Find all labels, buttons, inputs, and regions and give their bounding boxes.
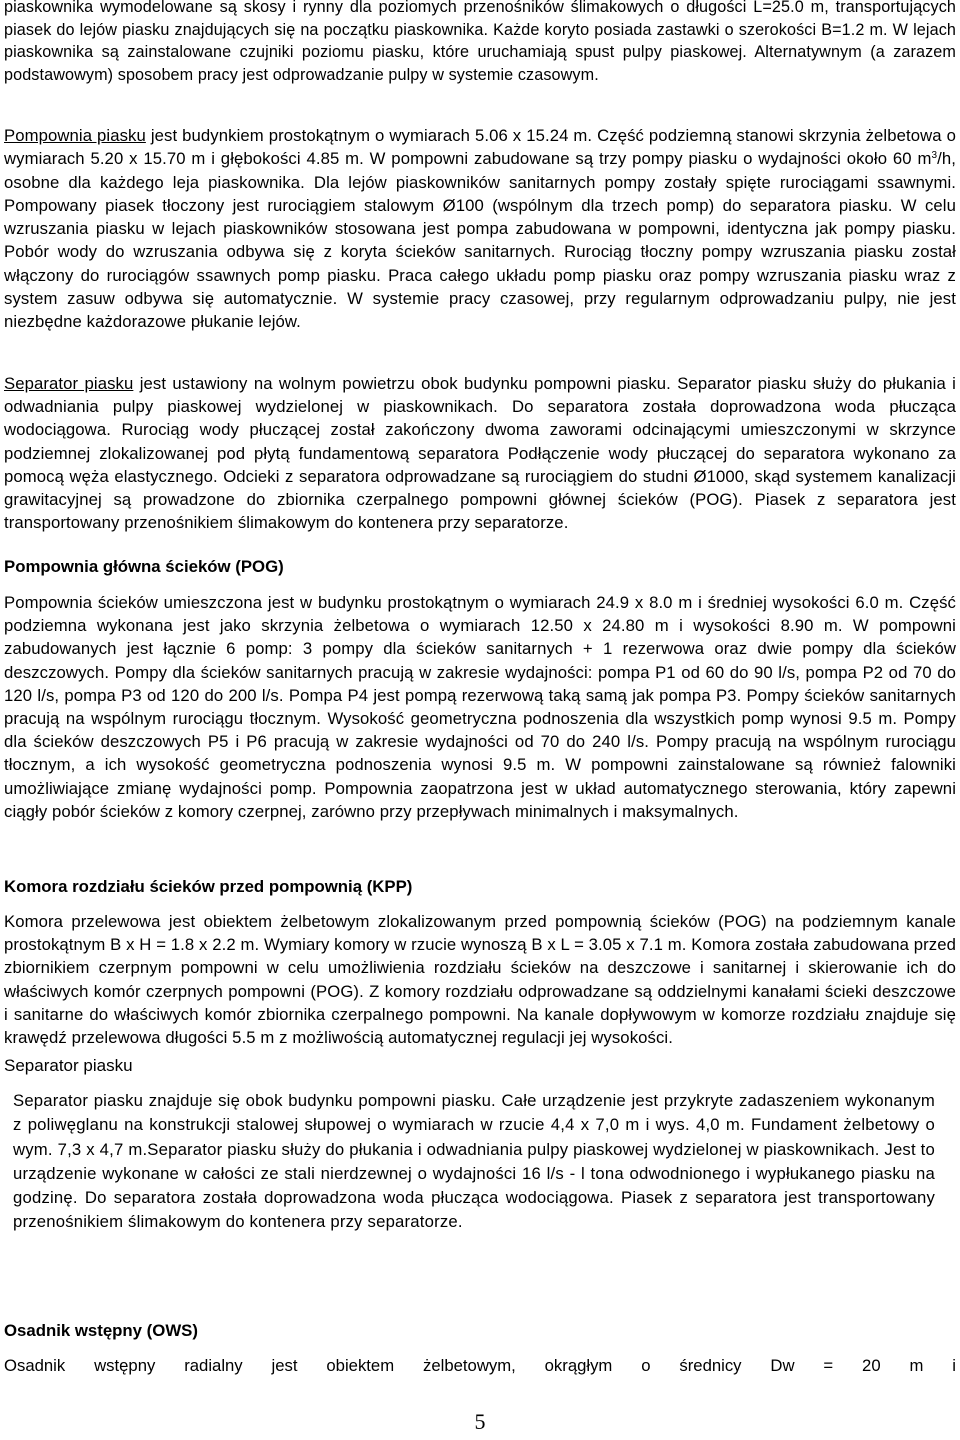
heading-pog: Pompownia główna ścieków (POG) bbox=[4, 557, 284, 576]
paragraph-separator-piasku bbox=[4, 372, 956, 534]
paragraph-piaskownik-intro: piaskownika wymodelowane są skosy i rynny dla poziomych przenośników ślimakowych o długości L=25.0 m, transportujących piasek do lejów piasku znajdujących się na początku piaskownika. Każde koryto posiada zastawki o szerokości B=1.2 m. W lejach piaskownika są zainstalowane czujniki poziomu piasku, które uruchamiają spust pulpy piaskowej. Alternatywnym (a zarazem podstawowym) sposobem pracy jest odprowadzanie pulpy w systemie czasowym. bbox=[4, 0, 956, 84]
heading-ows: Osadnik wstępny (OWS) bbox=[4, 1321, 198, 1340]
heading-kpp: Komora rozdziału ścieków przed pompownią (KPP) bbox=[4, 877, 413, 896]
paragraph-kpp: Komora przelewowa jest obiektem żelbetowym zlokalizowanym przed pompownią ścieków (POG) na podziemnym kanale prostokątnym B x H = 1.8 x 2.2 m. Wymiary komory w rzucie wynoszą B x L = 3.05 x 7.1 m. Komora została zabudowana przed zbiornikiem czerpnym pompowni w celu umożliwienia rozdziału ścieków na deszczowe i sanitarnej i skierowanie ich do właściwych komór czerpnych pompowni (POG). Z komory rozdziału odprowadzane są oddzielnymi kanałami ścieki deszczowe i sanitarne do właściwych komór zbiornika czerpalnego pompowni. Na kanale dopływowym w komorze rozdziału znajduje się krawędź przelewowa długości 5.5 m z możliwością automatycznej regulacji jej wysokości. bbox=[4, 912, 956, 1048]
paragraph-ows: Osadnik wstępny radialny jest obiektem żelbetowym, okrągłym o średnicy Dw = 20 m i bbox=[4, 1356, 956, 1375]
term-separator-piasku: Separator piasku bbox=[4, 374, 134, 393]
paragraph-pog: Pompownia ścieków umieszczona jest w budynku prostokątnym o wymiarach 24.9 x 8.0 m i średniej wysokości 6.0 m. Część podziemna wykonana jest jako skrzynia żelbetowa o wymiarach 12.50 x 24.80 m i wysokości 8.90 m. W pompowni zabudowanych jest łącznie 6 pomp: 3 pompy dla ścieków sanitarnych + 1 rezerwowa oraz dwie pompy dla ścieków deszczowych. Pompy dla ścieków sanitarnych pracują w zakresie wydajności: pompa P1 od 60 do 90 l/s, pompa P2 od 70 do 120 l/s, pompa P3 od 120 do 200 l/s. Pompa P4 jest pompą rezerwową taką samą jak pompa P3. Pompy ścieków sanitarnych pracują na wspólnym rurociągu tłocznym. Wysokość geometryczna podnoszenia dla wszystkich pomp wynosi 9.5 m. Pompy dla ścieków deszczowych P5 i P6 pracują w zakresie wydajności od 70 do 240 l/s. Pompy pracują na wspólnym rurociągu tłocznym, a ich wysokość geometryczna podnoszenia wynosi 9.5 m. W pompowni zainstalowane są również falowniki umożliwiające zmianę wydajności pomp. Pompownia zaopatrzona jest w układ automatycznego sterowania, który zapewni ciągły pobór ścieków z komory czerpnej, zarówno przy przepływach minimalnych i maksymalnych. bbox=[4, 593, 956, 821]
paragraph-pompownia-piasku bbox=[4, 124, 956, 334]
page-number: 5 bbox=[474, 1409, 486, 1434]
separator-text: jest ustawiony na wolnym powietrzu obok budynku pompowni piasku. Separator piasku służy do płukania i odwadniania pulpy piaskowej wydzielonej w piaskownikach. Do separatora została doprowadzona woda płucząca wodociągowa. Rurociąg wody płuczącej został zakończony dwoma zaworami odcinającymi umieszczonymi w skrzynce podziemnej zlokalizowanej pod płytą fundamentową separatora Podłączenie wody płuczącej do separatora wykonano za pomocą węża elastycznego. Odcieki z separatora odprowadzane są rurociągiem do studni Ø1000, skąd systemem kanalizacji grawitacyjnej są prowadzone do zbiornika czerpalnego pompowni głównej ścieków (POG). Piasek z separatora jest transportowany przenośnikiem ślimakowym do kontenera przy separatorze. bbox=[4, 374, 956, 533]
pompownia-text-a: jest budynkiem prostokątnym o wymiarach 5.06 x 15.24 m. Część podziemną stanowi skrzynia żelbetowa o wymiarach 5.20 x 15.70 m i głębokości 4.85 m. W pompowni zabudowane są trzy pompy piasku o wydajności około 60 m bbox=[4, 126, 956, 169]
heading-separator-piasku: Separator piasku bbox=[4, 1056, 133, 1075]
superscript-cubic: 3 bbox=[931, 150, 938, 162]
term-pompownia-piasku: Pompownia piasku bbox=[4, 126, 146, 145]
paragraph-separator-description: Separator piasku znajduje się obok budynku pompowni piasku. Całe urządzenie jest przykryte zadaszeniem wykonanym z poliwęglanu na konstrukcji stalowej słupowej o wymiarach w rzucie 4,4 x 7,0 m i wys. 4,0 m. Fundament żelbetowy o wym. 7,3 x 4,7 m.Separator piasku służy do płukania i odwadniania pulpy piaskowej wydzielonej w piaskownikach. Jest to urządzenie wykonane w całości ze stali nierdzewnej o wydajności 16 l/s - l tona odwodnionego i wypłukanego piasku na godzinę. Do separatora została doprowadzona woda płucząca wodociągowa. Piasek z separatora jest transportowany przenośnikiem ślimakowym do kontenera przy separatorze. bbox=[13, 1091, 935, 1232]
pompownia-text-b: /h, osobne dla każdego leja piaskownika. Dla lejów piaskowników sanitarnych pompy zostały spięte rurociągami ssawnymi. Pompowany piasek tłoczony jest rurociągiem stalowym Ø100 (wspólnym dla trzech pomp) do separatora piasku. W celu wzruszania piasku w lejach piaskowników stosowana jest pompa zabudowana w pompowni, identyczna jak pompy piasku. Pobór wody do wzruszania odbywa się z koryta ścieków sanitarnych. Rurociąg tłoczny pompy wzruszania piasku został włączony do rurociągów ssawnych pomp piasku. Praca całego układu pomp piasku oraz pompy wzruszania piasku wraz z system zasuw odbywa się automatycznie. W systemie pracy czasowej, przy regularnym odprowadzaniu pulpy, nie jest niezbędne każdorazowe płukanie lejów. bbox=[4, 149, 956, 332]
